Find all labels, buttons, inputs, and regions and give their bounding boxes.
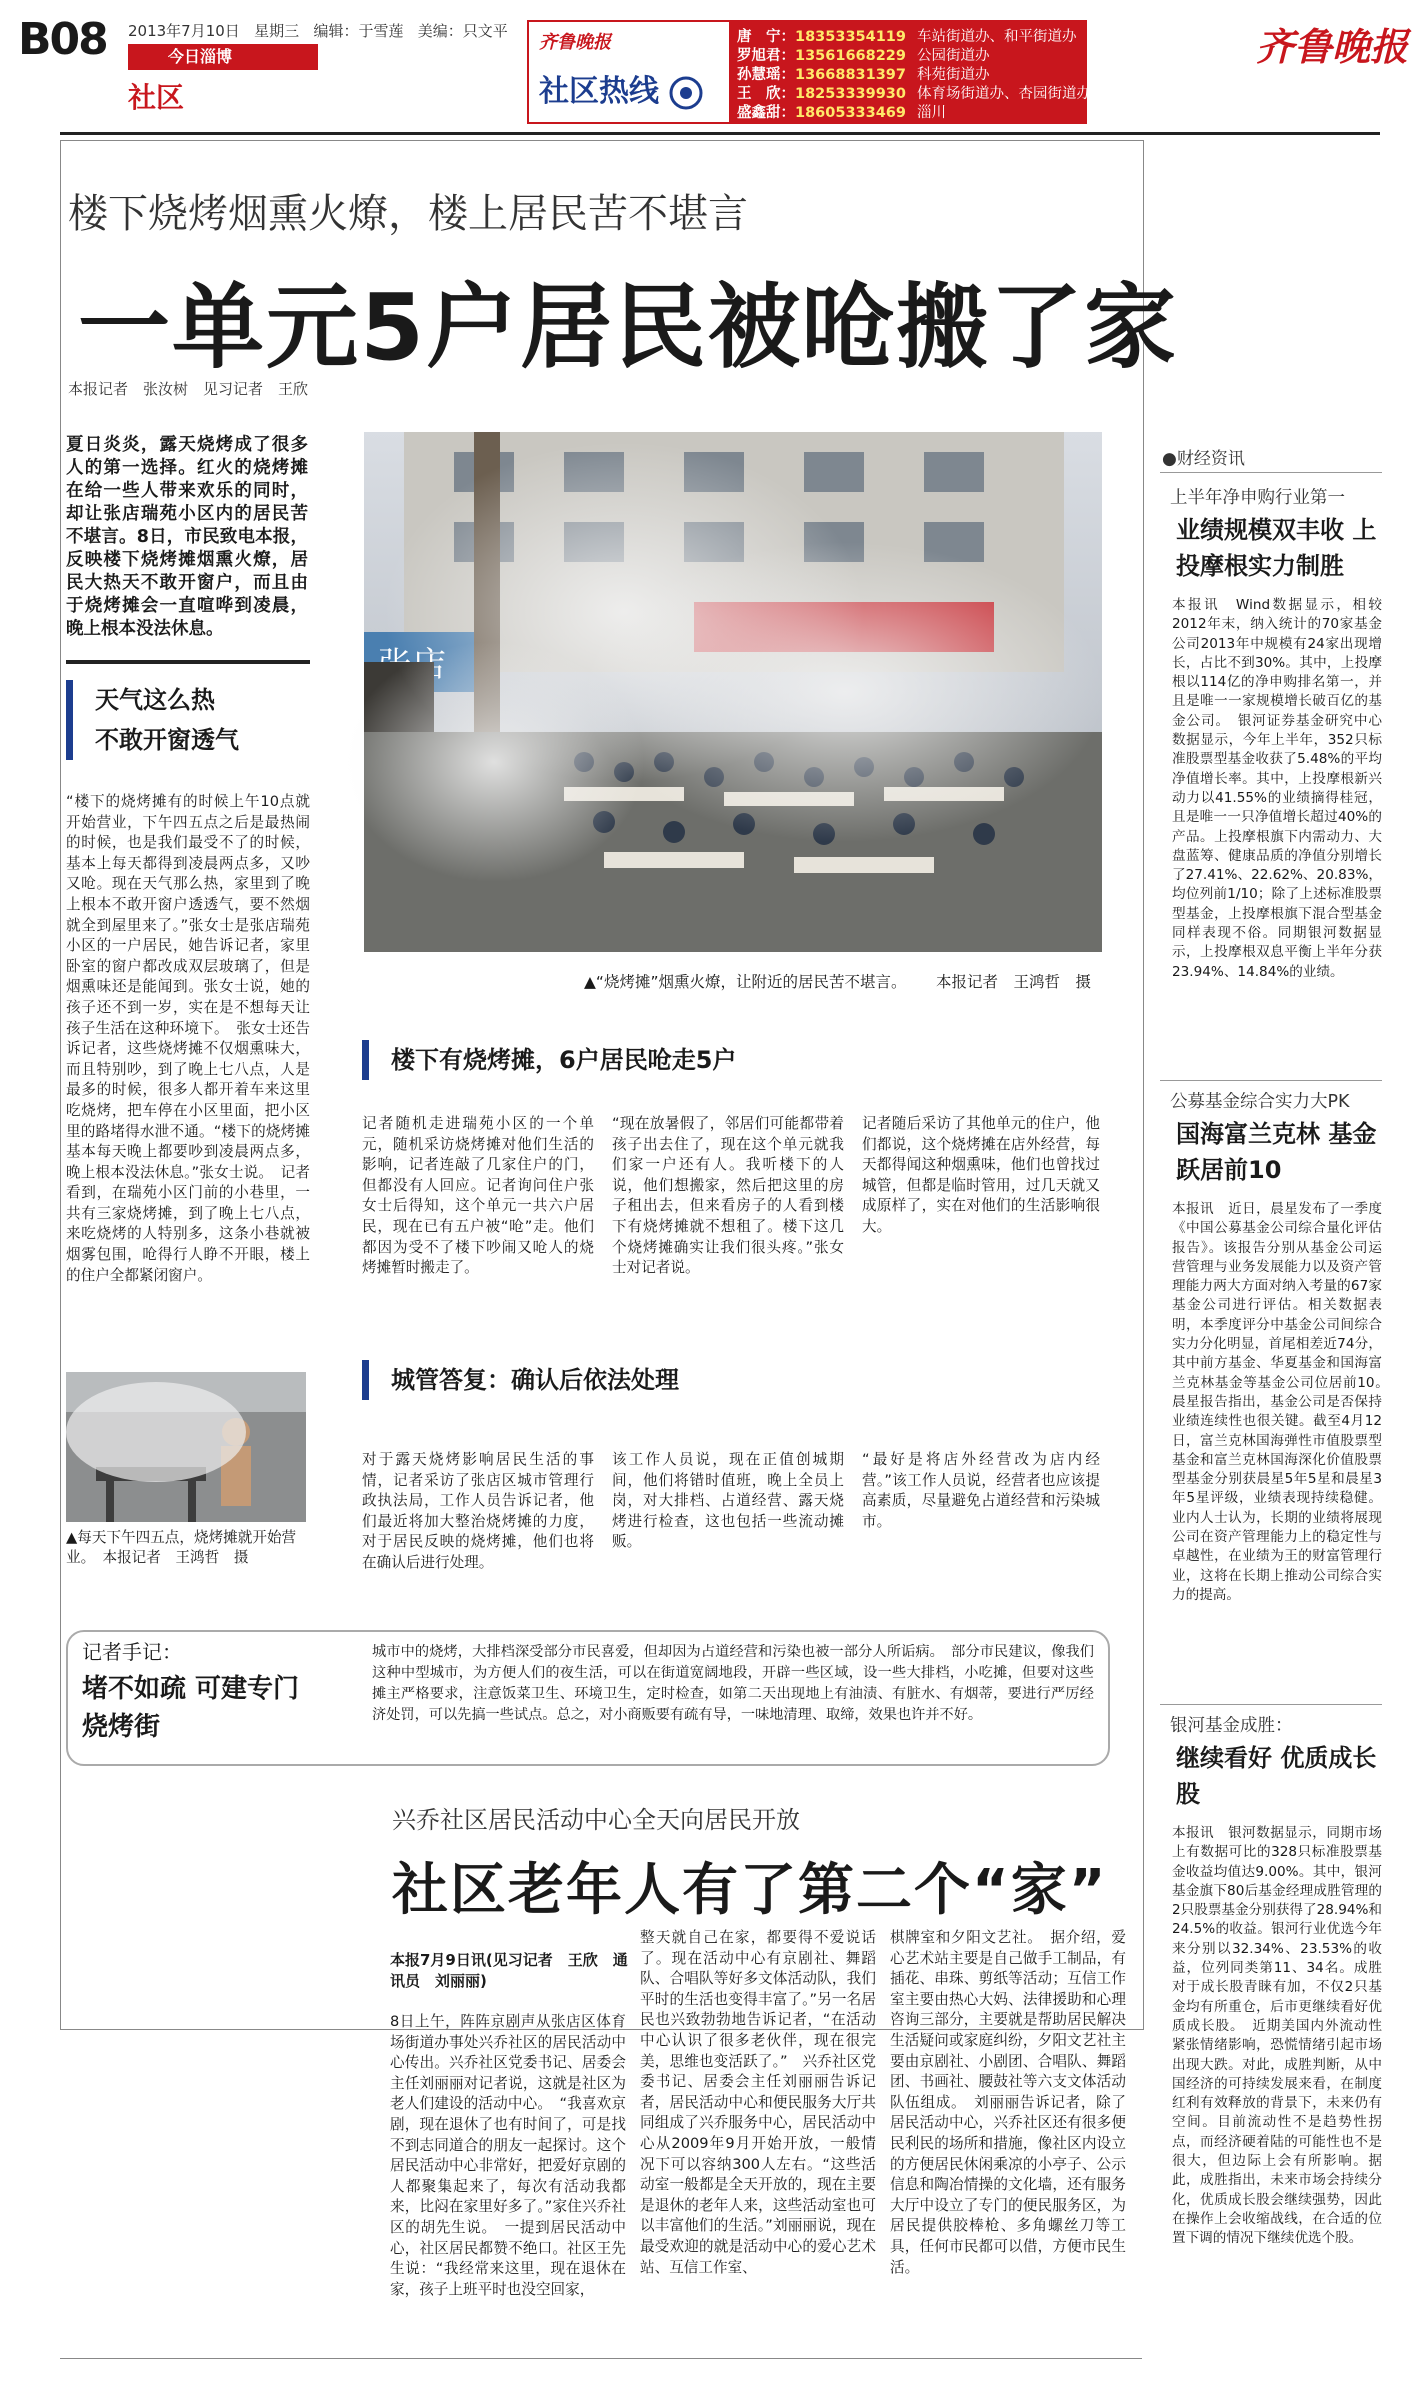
header-divider [60,132,1380,135]
phone-icon [669,76,703,110]
hotline-contact: 盛鑫甜：18605333469 淄川 [737,105,946,121]
story2-headline: 社区老年人有了第二个“家” [392,1858,1108,1923]
hotline-brand-panel [529,22,729,122]
bbq-stall-photo [66,1372,306,1522]
hotline-contact: 罗旭君：13561668229 公园街道办 [737,48,990,64]
hotline-title-text: 社区热线 [539,74,659,109]
reporter-note-title: 堵不如疏 可建专门烧烤街 [82,1674,300,1742]
article-column: 整天就自己在家，都要得不爱说话了。现在活动中心有京剧社、舞蹈队、合唱队等好多文体活动队，我们平时的生活也变得丰富了。”另一名居民也兴致勃勃地告诉记者，“在活动中心认识了很多老伙伴，现在很完美，思维也变活跃了。” 兴乔社区党委书记、居委会主任刘丽丽告诉记者，居民活动中心和便民服务大厅共同组成了兴乔服务中心，居民活动中心从2009年9月开始开放，一般情况下可以容纳300人左右。“这些活动室一般都是全天开放的，现在主要是退休的老年人来，这些活动室也可以丰富他们的生活。”刘丽丽说，现在最受欢迎的就是活动中心的爱心艺术站、互信工作室、 [640,1929,876,2276]
editor-credit: 编辑：于雪莲 [313,22,404,40]
column-divider [1160,1704,1382,1705]
section-name: 社区 [128,81,185,114]
subhead-residents: 楼下有烧烤摊，6户居民呛走5户 [362,1040,736,1080]
hotline-brand: 齐鲁晚报 [539,32,611,53]
bottom-divider [60,2358,1142,2359]
article-column: 记者随后采访了其他单元的住户，他们都说，这个烧烤摊在店外经营，每天都得闻这种烟熏味，他们也曾找过城管，但都是临时管用，过几天就又成原样了，实在对他们的生活影响很大。 [862,1115,1100,1235]
column-divider [1160,472,1382,473]
story-headline: 一单元5户居民被呛搬了家 [78,274,1179,381]
finance-headline: 业绩规模双丰收 上投摩根实力制胜 [1176,516,1377,580]
finance-article: 本报讯 近日，晨星发布了一季度《中国公募基金公司综合量化评估报告》。该报告分别从基金公司运营管理与业务发展能力以及资产管理能力两大方面对纳入考量的67家基金公司进行评估。相关数据表明，本季度评分中基金公司间综合实力分化明显，首尾相差近74分，其中前方基金、华夏基金和国海富兰克林基金等基金公司位居前10。 晨星报告指出，基金公司是否保持业绩连续性也很关键。截至4月12日，富兰克林国海弹性市值股票型基金和富兰克林国海深化价值股票型基金分别获晨星5年5星和晨星3年5星评级，业绩表现持续稳健。业内人士认为，长期的业绩将展现公司在资产管理能力上的稳定性与卓越性，在业绩为王的财富管理行业，这将在长期上推动公司综合实力的提高。 [1172,1201,1396,1603]
date-line [128,20,508,41]
article-column: “现在放暑假了，邻居们可能都带着孩子出去住了，现在这个单元就我们家一户还有人。我听楼下的人说，他们想搬家，然后把这里的房子租出去，但来看房子的人看到楼下有烧烤摊就不想租了。楼下这几个烧烤摊确实让我们很头疼。”张女士对记者说。 [612,1115,844,1277]
photo-caption: ▲每天下午四五点，烧烤摊就开始营业。 本报记者 王鸿哲 摄 [66,1529,297,1566]
designer-credit: 美编：只文平 [417,22,508,40]
masthead-logo: 齐鲁晚报 [1256,24,1409,69]
finance-article: 本报讯 Wind数据显示，相较2012年末，纳入统计的70家基金公司2013年中规模有24家出现增长，占比不到30%。其中，上投摩根以114亿的净申购排名第一，并且是唯一一家规模增长破百亿的基金公司。 银河证券基金研究中心数据显示，今年上半年，352只标准股票型基金收获了5.48%的平均净值增长率。其中，上投摩根新兴动力以41.55%的业绩摘得桂冠，且是唯一一只净值增长超过40%的产品。上投摩根旗下内需动力、大盘蓝筹、健康品质的净值分别增长了27.41%、22.62%、20.83%，均位列前1/10；除了上述标准股票型基金，上投摩根旗下混合型基金同样表现不俗。同期银河数据显示，上投摩根双息平衡上半年分获23.94%、14.84%的业绩。 [1172,597,1382,980]
issue-date: 2013年7月10日 [128,22,240,40]
article-column: 8日上午，阵阵京剧声从张店区体育场街道办事处兴乔社区的居民活动中心传出。兴乔社区党委书记、居委会主任刘丽丽对记者说，这就是社区为老人们建设的活动中心。 “我喜欢京剧，现在退休了也有时间了，可是找不到志同道合的朋友一起探讨。这个居民活动中心非常好，把爱好京剧的人都聚集起来了，每次有活动我都来，比闷在家里好多了。”家住兴乔社区的胡先生说。 一提到居民活动中心，社区居民都赞不绝口。社区王先生说：“我经常来这里，现在退休在家，孩子上班平时也没空回家， [390,2013,626,2298]
section-tag: 今日淄博 [128,44,318,70]
story-kicker: 楼下烧烤烟熏火燎，楼上居民苦不堪言 [68,191,748,237]
story-lead: 夏日炎炎，露天烧烤成了很多人的第一选择。红火的烧烤摊在给一些人带来欢乐的同时，却让张店瑞苑小区内的居民苦不堪言。8日，市民致电本报，反映楼下烧烤摊烟熏火燎，居民大热天不敢开窗户，而且由于烧烤摊会一直喧哗到凌晨，晚上根本没法休息。 [66,435,308,639]
subhead-weather [66,680,239,760]
bbq-stall-illustration [66,1372,306,1522]
reporter-note-body: 城市中的烧烤，大排档深受部分市民喜爱，但却因为占道经营和污染也被一部分人所诟病。 部分市民建议，像我们这种中型城市，为方便人们的夜生活，可以在街道宽阔地段，开辟一些区域，设一些大排档，小吃摊，但要对这些摊主严格要求，注意饭菜卫生、环境卫生，定时检查，如第二天出现地上有油渍、有脏水、有烟蒂，要进行严厉经济处罚，可以先搞一些试点。总之，对小商贩要有疏有导，一味地清理、取缔，效果也许并不好。 [372,1644,1094,1723]
hotline-contact: 孙慧瑶：13668831397 科苑街道办 [737,67,990,83]
story-byline: 本报记者 张汝树 见习记者 王欣 [68,380,309,398]
story2-kicker: 兴乔社区居民活动中心全天向居民开放 [392,1806,800,1834]
finance-kicker: 公募基金综合实力大PK [1170,1092,1350,1112]
article-column: 棋牌室和夕阳文艺社。 据介绍，爱心艺术站主要是自己做手工制品，有插花、串珠、剪纸等活动；互信工作室主要由热心大妈、法律援助和心理咨询三部分，主要就是帮助居民解决生活疑问或家庭纠纷，夕阳文艺社主要由京剧社、小剧团、合唱队、舞蹈团、书画社、腰鼓社等六支文体活动队伍组成。 刘丽丽告诉记者，除了居民活动中心，兴乔社区还有很多便民利民的场所和措施，像社区内设立的方便居民休闲乘凉的小亭子、公示信息和陶冶情操的文化墙，还有服务大厅中设立了专门的便民服务区，为居民提供胶棒枪、多角螺丝刀等工具，任何市民都可以借，方便市民生活。 [890,1929,1126,2276]
article-column: 对于露天烧烤影响居民生活的事情，记者采访了张店区城市管理行政执法局，工作人员告诉记者，他们最近将加大整治烧烤摊的力度，对于居民反映的烧烤摊，他们也将在确认后进行处理。 [362,1451,594,1571]
finance-article: 本报讯 银河数据显示，同期市场上有数据可比的328只标准股票基金收益均值达9.00%。其中，银河基金旗下80后基金经理成胜管理的2只股票基金分别获得了28.94%和24.5%的收益。银河行业优选今年来分别以32.34%、23.53%的收益，位列同类第11、34名。成胜对于成长股青睐有加，不仅2只基金均有所重仓，后市更继续看好优质成长股。 近期美国内外流动性紧张情绪影响，恐慌情绪引起市场出现大跌。对此，成胜判断，从中国经济的可持续发展来看，在制度红利有效释放的背景下，未来仍有空间。目前流动性不是趋势性拐点，而经济硬着陆的可能性也不是很大，但边际上会有所影响。据此，成胜指出，未来市场会持续分化，优质成长股会继续强势，因此在操作上会收缩战线，在合适的位置下调的情况下继续优选个股。 [1172,1825,1383,2247]
hotline-banner [527,20,1091,124]
article-column: “楼下的烧烤摊有的时候上午10点就开始营业，下午四五点之后是最热闹的时候，也是我们最受不了的时候，基本上每天都得到凌晨两点多，又吵又呛。现在天气那么热，家里到了晚上根本不敢开窗户透透气，要不然烟就全到屋里来了。”张女士是张店瑞苑小区的一户居民，她告诉记者，家里卧室的窗户都改成双层玻璃了，但是烟熏味还是能闻到。张女士说，她的孩子还不到一岁，实在是不想每天让孩子生活在这种环境下。 张女士还告诉记者，这些烧烤摊不仅烟熏味大，而且特别吵，到了晚上七八点，人是最多的时候，很多人都开着车来这里吃烧烤，把车停在小区里面，把小区里的路堵得水泄不通。“楼下的烧烤摊基本每天晚上都要吵到凌晨两点多，晚上根本没法休息。”张女士说。 记者看到，在瑞苑小区门前的小巷里，一共有三家烧烤摊，到了晚上七八点，来吃烧烤的人特别多，这条小巷就被烟雾包围，呛得行人睁不开眼，楼上的住户全都紧闭窗户。 [66,793,310,1284]
photo-credit: 本报记者 王鸿哲 摄 [936,973,1092,991]
article-column: 记者随机走进瑞苑小区的一个单元，随机采访烧烤摊对他们生活的影响，记者连敲了几家住户的门，但都没有人回应。记者询问住户张女士后得知，这个单元一共六户居民，现在已有五户被“呛”走。他们都因为受不了楼下吵闹又呛人的烧烤摊暂时搬走了。 [362,1115,594,1277]
lead-divider [66,660,310,664]
article-column: “最好是将店外经营改为店内经营。”该工作人员说，经营者也应该提高素质，尽量避免占道经营和污染城市。 [862,1451,1100,1530]
hotline-contact: 唐 宁：18353354119 车站街道办、和平街道办 [737,29,1077,45]
bbq-street-illustration [364,432,1102,952]
story2-byline: 本报7月9日讯(见习记者 王欣 通讯员 刘丽丽) [390,1951,628,1990]
hotline-contact: 王 欣：18253339930 体育场街道办、杏园街道办 [737,86,1091,102]
finance-kicker: 上半年净申购行业第一 [1170,488,1345,508]
finance-headline: 国海富兰克林 基金跃居前10 [1176,1120,1377,1184]
photo-caption: ▲“烧烤摊”烟熏火燎，让附近的居民苦不堪言。 [584,973,907,991]
subhead-urban-management: 城管答复：确认后依法处理 [362,1360,679,1400]
bbq-street-photo [364,432,1102,952]
finance-column-tag: ●财经资讯 [1162,449,1245,469]
hotline-contacts [729,22,1091,122]
reporter-note-kicker: 记者手记： [82,1640,182,1664]
column-divider [1160,1080,1382,1081]
subhead-line: 天气这么热 [95,686,215,714]
finance-headline: 继续看好 优质成长股 [1176,1744,1377,1808]
subhead-line: 不敢开窗透气 [95,726,239,754]
hotline-title [539,66,703,110]
article-column: 该工作人员说，现在正值创城期间，他们将错时值班，晚上全员上岗，对大排档、占道经营、露天烧烤进行检查，这也包括一些流动摊贩。 [612,1451,844,1551]
issue-weekday: 星期三 [254,22,300,40]
page-number: B08 [18,14,107,65]
finance-kicker: 银河基金成胜： [1170,1716,1293,1736]
